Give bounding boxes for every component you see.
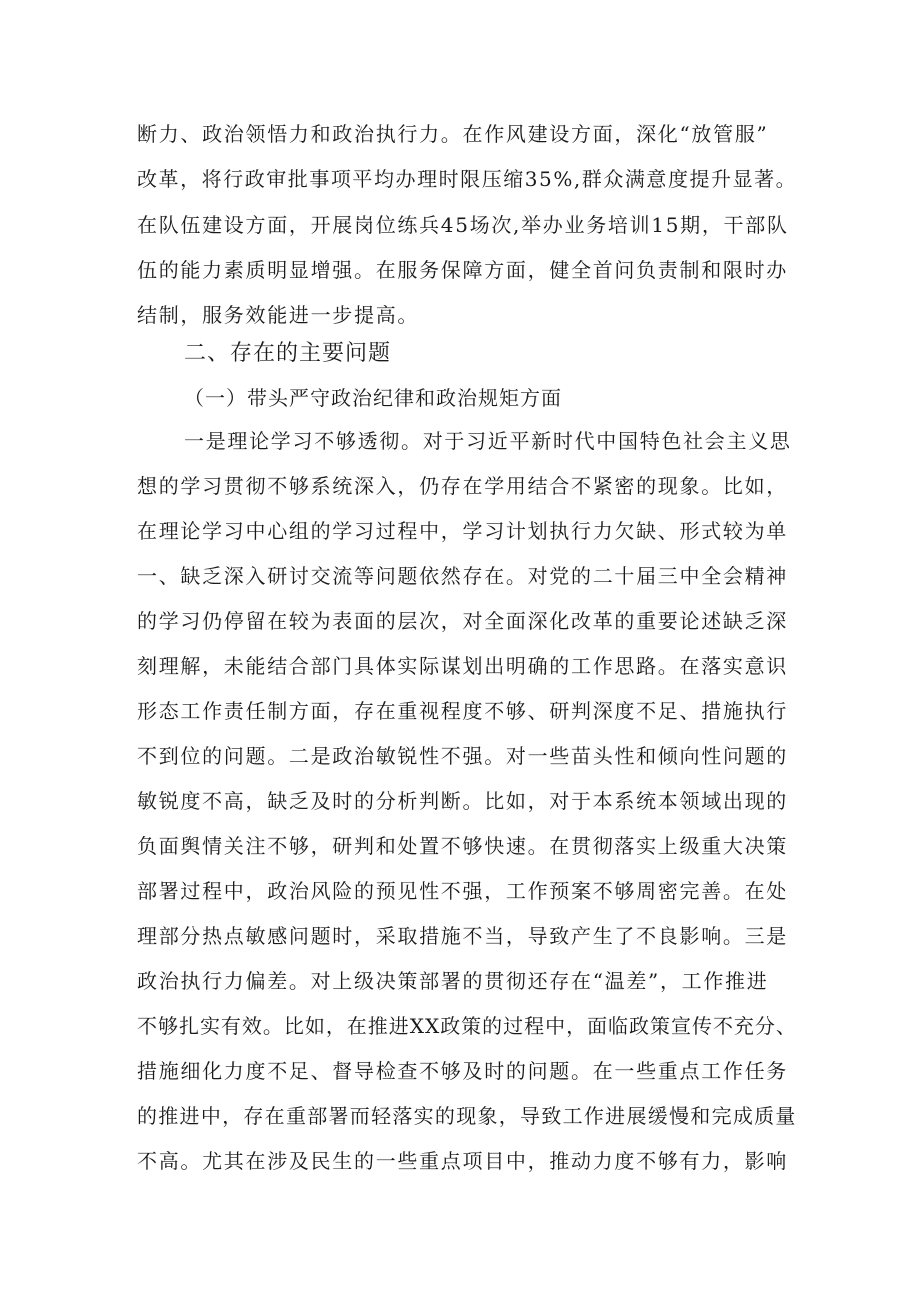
text-line: 负面舆情关注不够，研判和处置不够快速。在贯彻落实上级重大决策 [137, 834, 788, 858]
text-line: 不高。尤其在涉及民生的一些重点项目中，推动力度不够有力，影响 [137, 1149, 788, 1173]
text-line: 的学习仍停留在较为表面的层次，对全面深化改革的重要论述缺乏深 [137, 609, 788, 633]
text-line: 一是理论学习不够透彻。对于习近平新时代中国特色社会主义思 [184, 429, 792, 453]
text-line: 部署过程中，政治风险的预见性不强，工作预案不够周密完善。在处 [137, 879, 788, 903]
text-line: 在队伍建设方面，开展岗位练兵45场次,举办业务培训15期，干部队 [137, 213, 789, 237]
text-line: 结制，服务效能进一步提高。 [137, 303, 420, 327]
text-line: 断力、政治领悟力和政治执行力。在作风建设方面，深化“放管服” [137, 122, 769, 146]
text-line: 不到位的问题。二是政治敏锐性不强。对一些苗头性和倾向性问题的 [137, 744, 788, 768]
text-line: 伍的能力素质明显增强。在服务保障方面，健全首问负责制和限时办 [137, 258, 788, 282]
text-line: 措施细化力度不足、督导检查不够及时的问题。在一些重点工作任务 [137, 1059, 788, 1083]
text-line: 的推进中，存在重部署而轻落实的现象，导致工作进展缓慢和完成质量 [137, 1104, 797, 1128]
text-line: 改革，将行政审批事项平均办理时限压缩35%,群众满意度提升显著。 [137, 167, 798, 191]
text-line: 在理论学习中心组的学习过程中，学习计划执行力欠缺、形式较为单 [137, 519, 788, 543]
text-line: 理部分热点敏感问题时，采取措施不当，导致产生了不良影响。三是 [137, 924, 788, 948]
text-line: 一、缺乏深入研讨交流等问题依然存在。对党的二十届三中全会精神 [137, 564, 788, 588]
section-heading: 二、存在的主要问题 [184, 341, 392, 366]
text-line: 敏锐度不高，缺乏及时的分析判断。比如，对于本系统本领域出现的 [137, 789, 788, 813]
text-line: 不够扎实有效。比如，在推进XX政策的过程中，面临政策宣传不充分、 [137, 1014, 797, 1038]
text-line: 想的学习贯彻不够系统深入，仍存在学用结合不紧密的现象。比如， [137, 474, 788, 498]
text-line: 政治执行力偏差。对上级决策部署的贯彻还存在“温差”，工作推进 [137, 969, 769, 993]
text-line: 刻理解，未能结合部门具体实际谋划出明确的工作思路。在落实意识 [137, 654, 788, 678]
subsection-heading: （一）带头严守政治纪律和政治规矩方面 [184, 386, 562, 410]
text-line: 形态工作责任制方面，存在重视程度不够、研判深度不足、措施执行 [137, 699, 788, 723]
